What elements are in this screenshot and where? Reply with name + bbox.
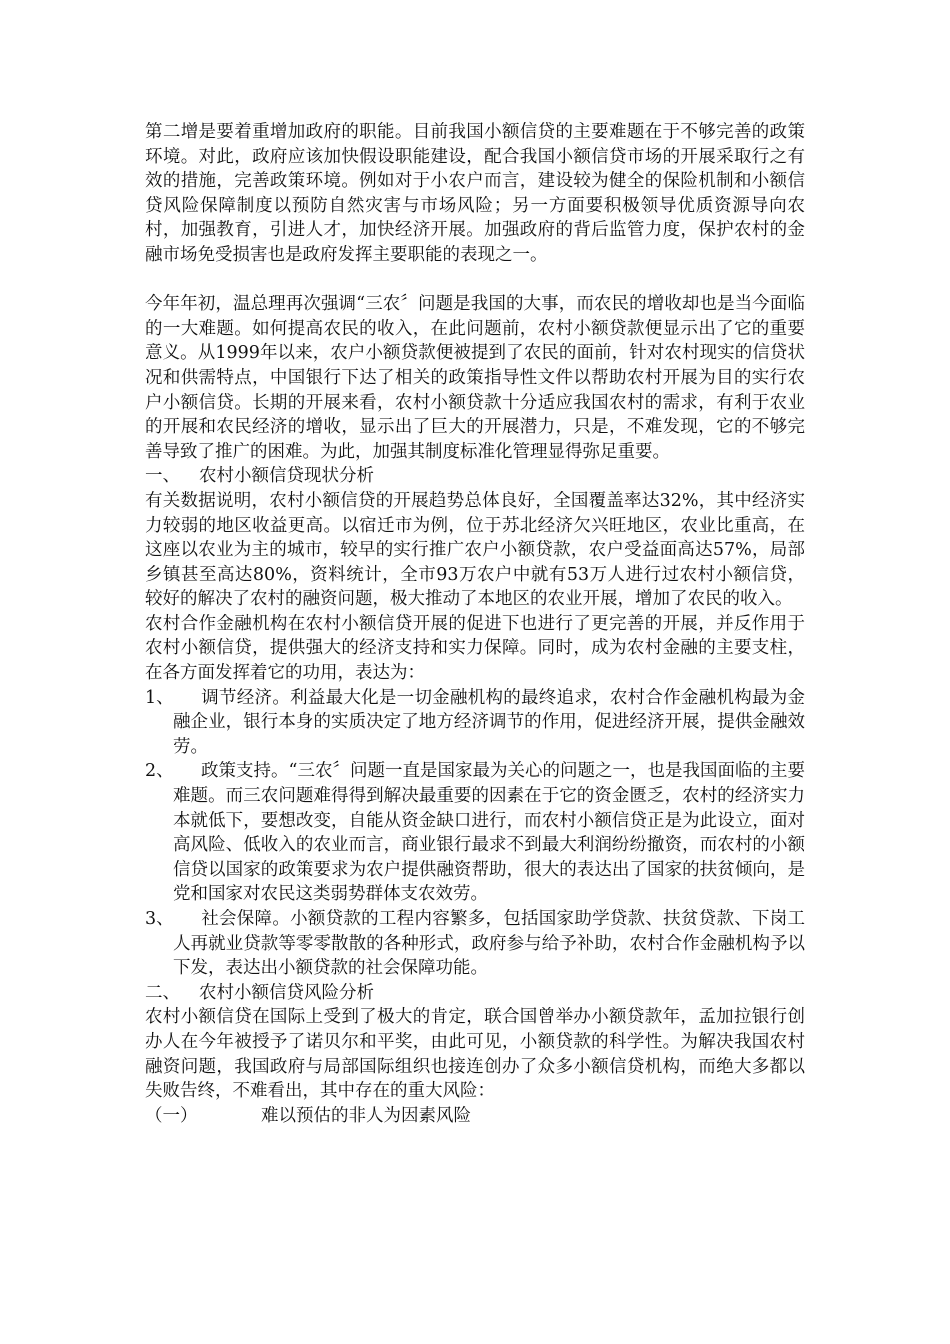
subsection-number: （一） xyxy=(145,1105,198,1126)
list-item-2 xyxy=(145,759,805,907)
section-heading-1 xyxy=(145,464,805,489)
subsection-title: 难以预估的非人为因素风险 xyxy=(261,1105,471,1126)
section-title: 农村小额信贷风险分析 xyxy=(199,982,374,1003)
paragraph-risk-analysis: 农村小额信贷在国际上受到了极大的肯定，联合国曾举办小额贷款年，孟加拉银行创办人在今年被授予了诺贝尔和平奖，由此可见，小额贷款的科学性。为解决我国农村融资问题，我国政府与局部国际组织也接连创办了众多小额信贷机构，而绝大多都以失败告终，不难看出，其中存在的重大风险： xyxy=(145,1007,805,1102)
paragraph-cooperative-finance: 农村合作金融机构在农村小额信贷开展的促进下也进行了更完善的开展，并反作用于农村小额信贷，提供强大的经济支持和实力保障。同时，成为农村金融的主要支柱，在各方面发挥着它的功用，表达为： xyxy=(145,613,805,684)
list-item-1 xyxy=(145,686,805,760)
list-text: 政策支持。“三农〞问题一直是国家最为关心的问题之一，也是我国面临的主要难题。而三农问题难得得到解决最重要的因素在于它的资金匮乏，农村的经济实力本就低下，要想改变，自能从资金缺口进行，而农村小额信贷正是为此设立，面对高风险、低收入的农业而言，商业银行最求不到最大利润纷纷撤资，而农村的小额信贷以国家的政策要求为农户提供融资帮助，很大的表达出了国家的扶贫倾向，是党和国家对农民这类弱势群体支农效劳。 xyxy=(173,761,805,905)
paragraph-status-data: 有关数据说明，农村小额信贷的开展趋势总体良好，全国覆盖率达32%，其中经济实力较弱的地区收益更高。以宿迁市为例，位于苏北经济欠兴旺地区，农业比重高，在这座以农业为主的城市，较早的实行推广农户小额贷款，农户受益面高达57%，局部乡镇甚至高达80%，资料统计，全市93万农户中就有53万人进行过农村小额信贷，较好的解决了农村的融资问题，极大推动了本地区的农业开展，增加了农民的收入。 xyxy=(145,490,805,610)
paragraph-sannong-intro: 今年年初，温总理再次强调“三农〞问题是我国的大事，而农民的增收却也是当今面临的一大难题。如何提高农民的收入，在此问题前，农村小额贷款便显示出了它的重要意义。从1999年以来，农户小额贷款便被提到了农民的面前，针对农村现实的信贷状况和供需特点，中国银行下达了相关的政策指导性文件以帮助农村开展为目的实行农户小额信贷。长期的开展来看，农村小额贷款十分适应我国农村的需求，有利于农业的开展和农民经济的增收，显示出了巨大的开展潜力，只是，不难发现，它的不够完善导致了推广的困难。为此，加强其制度标准化管理显得弥足重要。 xyxy=(145,294,805,462)
section-number: 二、 xyxy=(145,982,180,1003)
list-number: 3、 xyxy=(145,909,174,929)
section-title: 农村小额信贷现状分析 xyxy=(199,466,374,487)
list-text: 调节经济。利益最大化是一切金融机构的最终追求，农村合作金融机构最为金融企业，银行本身的实质决定了地方经济调节的作用，促进经济开展，提供金融效劳。 xyxy=(173,687,805,757)
list-number: 2、 xyxy=(145,761,174,782)
section-heading-2 xyxy=(145,981,805,1006)
section-number: 一、 xyxy=(145,466,180,487)
list-item-3 xyxy=(145,907,805,981)
blank-line xyxy=(145,268,805,293)
subsection-heading-1 xyxy=(145,1104,805,1129)
paragraph-government-role: 第二增是要着重增加政府的职能。目前我国小额信贷的主要难题在于不够完善的政策环境。对此，政府应该加快假设职能建设，配合我国小额信贷市场的开展采取行之有效的措施，完善政策环境。例如对于小农户而言，建设较为健全的保险机制和小额信贷风险保障制度以预防自然灾害与市场风险；另一方面要积极领导优质资源导向农村，加强教育，引进人才，加快经济开展。加强政府的背后监管力度，保护农村的金融市场免受损害也是政府发挥主要职能的表现之一。 xyxy=(145,122,805,265)
list-text: 社会保障。小额贷款的工程内容繁多，包括国家助学贷款、扶贫贷款、下岗工人再就业贷款等零零散散的各种形式，政府参与给予补助，农村合作金融机构予以下发，表达出小额贷款的社会保障功能。 xyxy=(173,909,805,979)
document-page xyxy=(145,120,805,1128)
list-number: 1、 xyxy=(145,687,174,708)
